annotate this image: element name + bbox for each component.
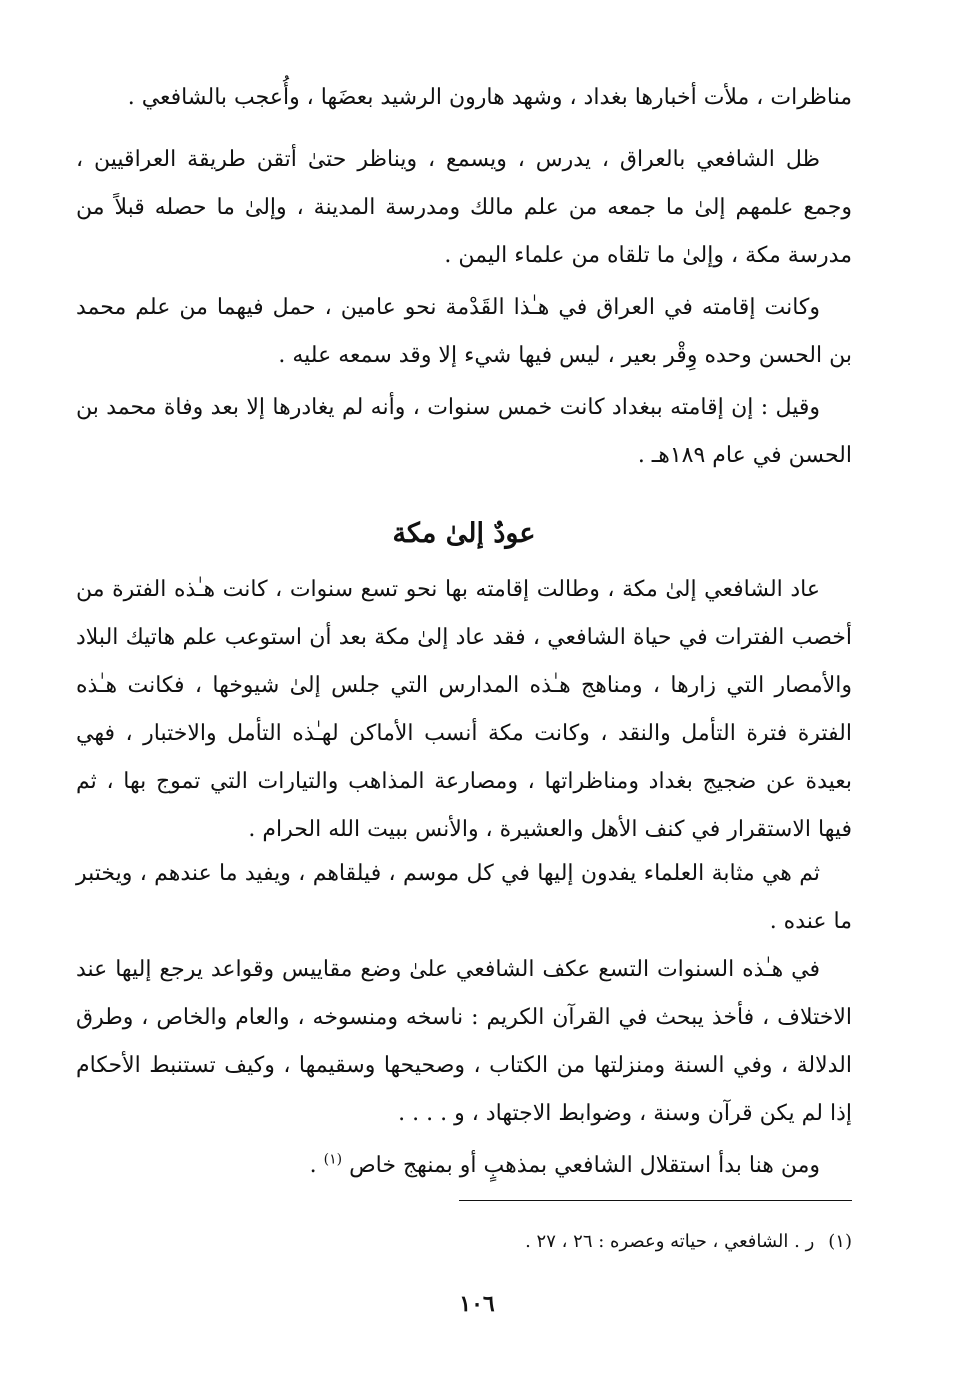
footnote-text: ر . الشافعي ، حياته وعصره : ٢٦ ، ٢٧ . [525,1231,815,1252]
paragraph-7: في هـٰذه السنوات التسع عكف الشافعي علىٰ وضع مقاييس وقواعد يرجع إليها عند الاختلاف ، فأخذ يبحث في القرآن الكريم : ناسخه ومنسوخه ، والعام والخاص ، وطرق الدلالة ، وفي السنة ومنزلتها من الكتاب ، وصحيحها وسقيمها ، وكيف تستنبط الأحكام إذا لم يكن قرآن وسنة ، وضوابط الاجتهاد ، و . . . . [76,957,852,1126]
paragraph-3: وكانت إقامته في العراق في هـٰذا القَدْمة نحو عامين ، حمل فيهما من علم محمد بن الحسن وحده وِقْر بعير ، ليس فيها شيء إلا وقد سمعه عليه . [76,295,852,368]
paragraph-4: وقيل : إن إقامته ببغداد كانت خمس سنوات ، وأنه لم يغادرها إلا بعد وفاة محمد بن الحسن في عام ١٨٩هـ . [76,395,852,468]
footnote-divider [459,1200,852,1201]
paragraph-5: عاد الشافعي إلىٰ مكة ، وطالت إقامته بها نحو تسع سنوات ، كانت هـٰذه الفترة من أخصب الفترات في حياة الشافعي ، فقد عاد إلىٰ مكة بعد أن استوعب علم هاتيك البلاد والأمصار التي زارها ، ومناهج هـٰذه المدارس التي جلس إلىٰ شيوخها ، فكانت هـٰذه الفترة فترة التأمل والنقد ، وكانت مكة أنسب الأماكن لهـٰذه التأمل والاختبار ، فهي بعيدة عن ضجيج بغداد ومناظراتها ، ومصارعة المذاهب والتيارات التي تموج بها ، ثم فيها الاستقرار في كنف الأهل والعشيرة ، والأنس ببيت الله الحرام . [76,577,852,842]
paragraph-8 [76,1142,852,1190]
page-number: ١٠٦ [459,1291,495,1317]
section-heading: عودٌ إلىٰ مكة [392,518,536,549]
paragraph-8-end: . [309,1153,324,1178]
footnote [76,1224,852,1260]
paragraph-2: ظل الشافعي بالعراق ، يدرس ، ويسمع ، ويناظر حتىٰ أتقن طريقة العراقيين ، وجمع علمهم إلىٰ ما جمعه من علم مالك ومدرسة المدينة ، وإلىٰ ما حصله قبلاً من مدرسة مكة ، وإلىٰ ما تلقاه من علماء اليمن . [76,147,852,268]
paragraph-6: ثم هي مثابة العلماء يفدون إليها في كل موسم ، فيلقاهم ، ويفيد ما عندهم ، ويختبر ما عنده . [76,861,852,934]
paragraph-1: مناظرات ، ملأت أخبارها بغداد ، وشهد هارون الرشيد بعضَها ، وأُعجب بالشافعي . [127,85,852,110]
paragraph-8-text: ومن هنا بدأ استقلال الشافعي بمذهبٍ أو بمنهج خاص [349,1153,820,1178]
footnote-number: (١) [828,1231,852,1252]
footnote-reference[interactable]: (١) [323,1151,343,1168]
